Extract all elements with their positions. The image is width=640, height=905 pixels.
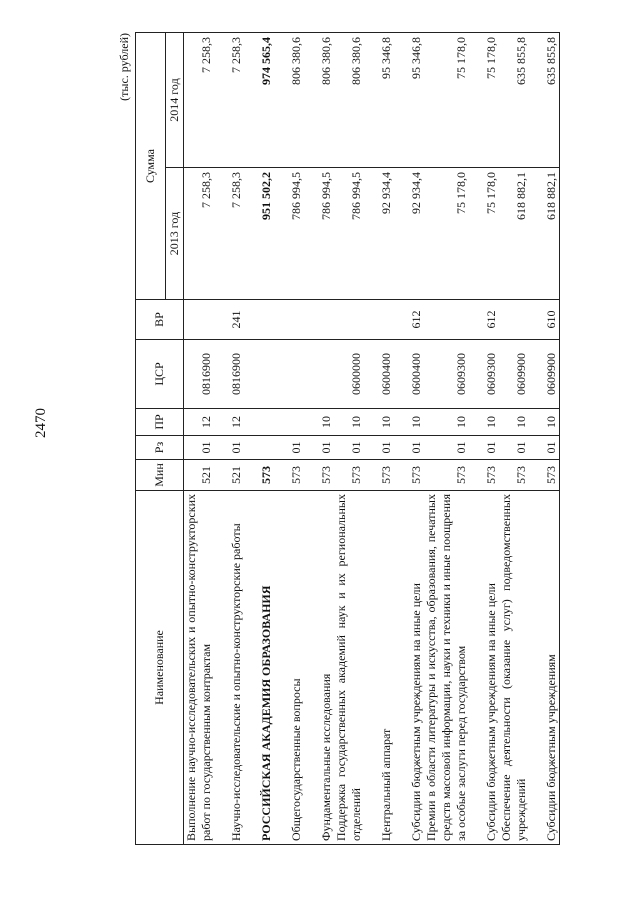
row-sum-2013: 618 882,1 bbox=[529, 168, 560, 300]
row-sum-2013: 786 994,5 bbox=[304, 168, 334, 300]
row-name: Субсидии бюджетным учреждениям bbox=[529, 491, 560, 845]
row-sum-2014: 95 346,8 bbox=[394, 32, 424, 167]
row-name: Общегосударственные вопросы bbox=[274, 491, 304, 845]
table-row bbox=[244, 32, 274, 844]
row-sum-2013: 92 934,4 bbox=[364, 168, 394, 300]
row-min: 521 bbox=[214, 460, 244, 491]
row-rz: 01 bbox=[394, 436, 424, 460]
row-csr: 0816900 bbox=[184, 340, 215, 409]
row-sum-2014: 635 855,8 bbox=[529, 32, 560, 167]
table-row bbox=[529, 32, 560, 844]
row-sum-2014: 75 178,0 bbox=[424, 32, 469, 167]
row-rz: 01 bbox=[184, 436, 215, 460]
row-sum-2014: 806 380,6 bbox=[274, 32, 304, 167]
row-pr: 10 bbox=[529, 409, 560, 436]
row-csr bbox=[304, 340, 334, 409]
row-csr: 0816900 bbox=[214, 340, 244, 409]
row-name: Поддержка государственных академий наук и их региональных отделений bbox=[334, 491, 364, 845]
table-header bbox=[136, 32, 184, 844]
row-sum-2014: 95 346,8 bbox=[364, 32, 394, 167]
row-csr: 0600400 bbox=[364, 340, 394, 409]
row-sum-2014: 806 380,6 bbox=[304, 32, 334, 167]
table-body bbox=[184, 32, 560, 844]
row-pr: 10 bbox=[469, 409, 499, 436]
row-vr: 612 bbox=[394, 300, 424, 340]
row-name: Научно-исследовательские и опытно-конструкторские работы bbox=[214, 491, 244, 845]
row-vr bbox=[304, 300, 334, 340]
header-sum: Сумма bbox=[136, 32, 166, 299]
row-min: 573 bbox=[499, 460, 529, 491]
row-sum-2014: 974 565,4 bbox=[244, 32, 274, 167]
header-csr: ЦСР bbox=[136, 340, 184, 409]
row-pr: 12 bbox=[214, 409, 244, 436]
row-min: 573 bbox=[304, 460, 334, 491]
budget-sheet bbox=[117, 33, 577, 845]
row-pr bbox=[244, 409, 274, 436]
row-sum-2014: 7 258,3 bbox=[184, 32, 215, 167]
row-name: Выполнение научно-исследовательских и опытно-конструкторских работ по государственным контрактам bbox=[184, 491, 215, 845]
row-sum-2013: 92 934,4 bbox=[394, 168, 424, 300]
table-row bbox=[469, 32, 499, 844]
row-name: Обеспечение деятельности (оказание услуг) подведомственных учреждений bbox=[499, 491, 529, 845]
table-row bbox=[424, 32, 469, 844]
budget-table bbox=[135, 32, 560, 845]
row-pr: 10 bbox=[424, 409, 469, 436]
row-min: 573 bbox=[394, 460, 424, 491]
row-rz: 01 bbox=[304, 436, 334, 460]
row-sum-2013: 75 178,0 bbox=[424, 168, 469, 300]
row-min: 573 bbox=[364, 460, 394, 491]
row-min: 573 bbox=[274, 460, 304, 491]
row-min: 573 bbox=[424, 460, 469, 491]
row-vr bbox=[334, 300, 364, 340]
row-rz: 01 bbox=[274, 436, 304, 460]
row-min: 573 bbox=[529, 460, 560, 491]
row-csr: 0609300 bbox=[424, 340, 469, 409]
row-sum-2013: 786 994,5 bbox=[274, 168, 304, 300]
header-rz: Рз bbox=[136, 436, 184, 460]
page-number: 2470 bbox=[33, 408, 49, 438]
row-rz: 01 bbox=[214, 436, 244, 460]
row-vr: 241 bbox=[214, 300, 244, 340]
row-csr: 0609900 bbox=[499, 340, 529, 409]
table-row bbox=[184, 32, 215, 844]
row-csr: 0600400 bbox=[394, 340, 424, 409]
table-row bbox=[274, 32, 304, 844]
row-vr bbox=[499, 300, 529, 340]
header-2014: 2014 год bbox=[166, 32, 184, 167]
row-rz: 01 bbox=[364, 436, 394, 460]
table-row bbox=[214, 32, 244, 844]
row-rz bbox=[244, 436, 274, 460]
row-sum-2013: 951 502,2 bbox=[244, 168, 274, 300]
row-min: 573 bbox=[334, 460, 364, 491]
row-vr bbox=[364, 300, 394, 340]
row-name: Субсидии бюджетным учреждениям на иные цели bbox=[469, 491, 499, 845]
row-rz: 01 bbox=[469, 436, 499, 460]
header-2013: 2013 год bbox=[166, 168, 184, 300]
row-sum-2013: 7 258,3 bbox=[184, 168, 215, 300]
row-csr: 0600000 bbox=[334, 340, 364, 409]
row-csr bbox=[274, 340, 304, 409]
table-row bbox=[364, 32, 394, 844]
row-rz: 01 bbox=[334, 436, 364, 460]
table-row bbox=[499, 32, 529, 844]
units-label: (тыс. рублей) bbox=[117, 33, 131, 101]
row-vr: 610 bbox=[529, 300, 560, 340]
row-name: Центральный аппарат bbox=[364, 491, 394, 845]
row-pr: 10 bbox=[364, 409, 394, 436]
row-csr: 0609300 bbox=[469, 340, 499, 409]
header-name: Наименование bbox=[136, 491, 184, 845]
row-pr: 10 bbox=[499, 409, 529, 436]
row-rz: 01 bbox=[499, 436, 529, 460]
row-name: Премии в области литературы и искусства, образования, печатных средств массовой информации, науки и техники и иные поощрения за особые заслуги перед государством bbox=[424, 491, 469, 845]
row-sum-2014: 635 855,8 bbox=[499, 32, 529, 167]
row-pr: 12 bbox=[184, 409, 215, 436]
row-pr: 10 bbox=[304, 409, 334, 436]
row-rz: 01 bbox=[529, 436, 560, 460]
header-pr: ПР bbox=[136, 409, 184, 436]
header-vr: ВР bbox=[136, 300, 184, 340]
row-pr bbox=[274, 409, 304, 436]
table-row bbox=[334, 32, 364, 844]
row-sum-2014: 806 380,6 bbox=[334, 32, 364, 167]
row-sum-2013: 7 258,3 bbox=[214, 168, 244, 300]
row-pr: 10 bbox=[334, 409, 364, 436]
row-vr bbox=[244, 300, 274, 340]
row-min: 521 bbox=[184, 460, 215, 491]
row-vr bbox=[274, 300, 304, 340]
row-sum-2014: 7 258,3 bbox=[214, 32, 244, 167]
row-vr bbox=[424, 300, 469, 340]
row-min: 573 bbox=[469, 460, 499, 491]
row-sum-2014: 75 178,0 bbox=[469, 32, 499, 167]
header-min: Мин bbox=[136, 460, 184, 491]
row-sum-2013: 75 178,0 bbox=[469, 168, 499, 300]
table-row bbox=[394, 32, 424, 844]
row-csr: 0609900 bbox=[529, 340, 560, 409]
row-pr: 10 bbox=[394, 409, 424, 436]
row-sum-2013: 786 994,5 bbox=[334, 168, 364, 300]
row-name: РОССИЙСКАЯ АКАДЕМИЯ ОБРАЗОВАНИЯ bbox=[244, 491, 274, 845]
row-name: Фундаментальные исследования bbox=[304, 491, 334, 845]
row-sum-2013: 618 882,1 bbox=[499, 168, 529, 300]
row-csr bbox=[244, 340, 274, 409]
row-vr bbox=[184, 300, 215, 340]
row-name: Субсидии бюджетным учреждениям на иные цели bbox=[394, 491, 424, 845]
row-vr: 612 bbox=[469, 300, 499, 340]
table-row bbox=[304, 32, 334, 844]
row-min: 573 bbox=[244, 460, 274, 491]
row-rz: 01 bbox=[424, 436, 469, 460]
